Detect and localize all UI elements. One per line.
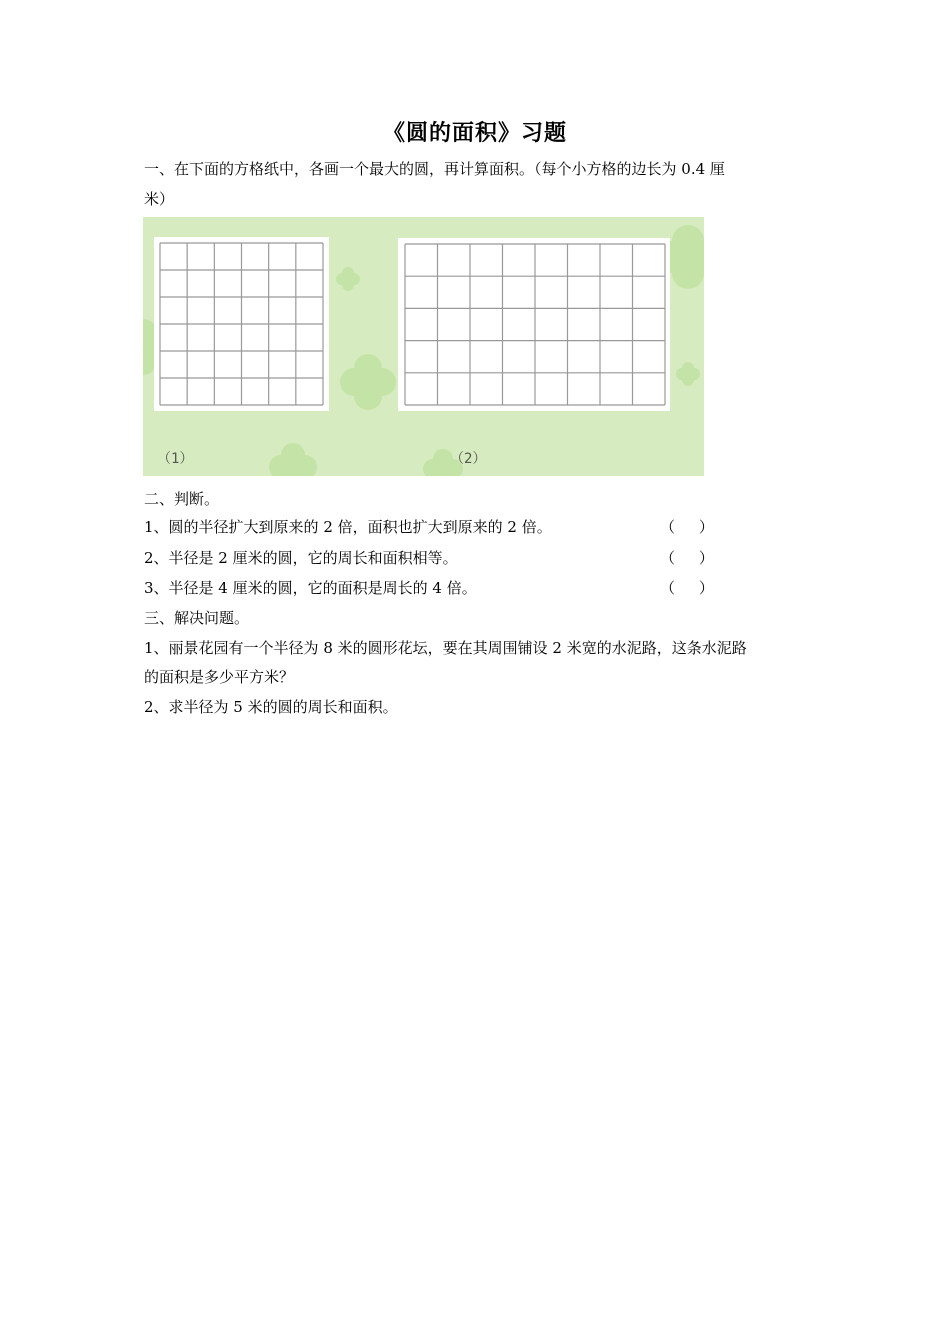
clover-decoration — [340, 354, 396, 410]
section3-heading: 三、解决问题。 — [144, 609, 250, 627]
section1-instruction-line2: 米） — [144, 190, 175, 208]
answer-bracket-2[interactable]: （ ） — [660, 549, 714, 567]
judge-item-1: 1、圆的半径扩大到原来的 2 倍，面积也扩大到原来的 2 倍。 — [144, 518, 552, 536]
section2-heading: 二、判断。 — [144, 490, 220, 508]
grid-label-2: （2） — [450, 451, 487, 467]
grid-panel-2 — [398, 238, 670, 411]
section1-instruction-line1: 一、在下面的方格纸中，各画一个最大的圆，再计算面积。（每个小方格的边长为 0.4 厘 — [144, 160, 725, 178]
problem-1-line2: 的面积是多少平方米？ — [144, 668, 295, 686]
answer-bracket-3[interactable]: （ ） — [660, 579, 714, 597]
grid-label-1: （1） — [157, 451, 194, 467]
answer-bracket-1[interactable]: （ ） — [660, 518, 714, 536]
figure-decoration — [143, 217, 704, 476]
grid-figure — [143, 217, 704, 476]
page-title: 《圆的面积》习题 — [382, 120, 567, 146]
judge-item-2: 2、半径是 2 厘米的圆，它的周长和面积相等。 — [144, 549, 458, 567]
problem-1-line1: 1、丽景花园有一个半径为 8 米的圆形花坛，要在其周围铺设 2 米宽的水泥路，这条水泥路 — [144, 639, 747, 657]
judge-item-3: 3、半径是 4 厘米的圆，它的面积是周长的 4 倍。 — [144, 579, 477, 597]
problem-2: 2、求半径为 5 米的圆的周长和面积。 — [144, 698, 398, 716]
